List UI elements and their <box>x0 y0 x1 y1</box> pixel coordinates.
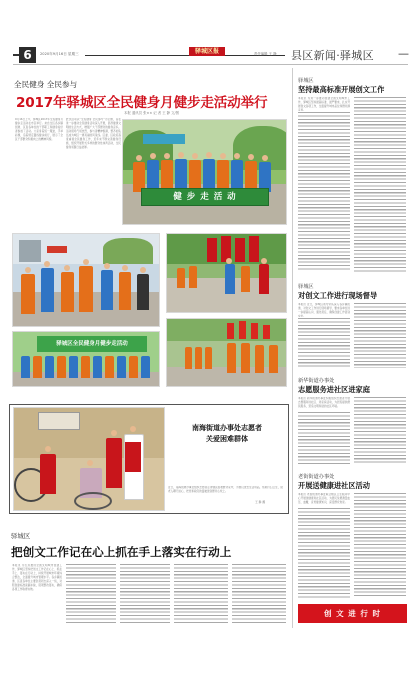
sidebar-divider <box>292 68 293 628</box>
bottom-column-4 <box>174 564 228 624</box>
sidebar-col-4a <box>298 508 350 598</box>
photo-stage-group <box>12 331 160 387</box>
sidebar-col-2a <box>298 318 350 368</box>
page-number-badge: 6 <box>19 47 36 63</box>
sidebar-col-1b <box>354 97 406 272</box>
sidebar-col-3b <box>354 397 406 464</box>
sidebar-col-3a <box>298 412 350 464</box>
masthead-date: 2020年9月16日 星期三 <box>40 52 79 56</box>
stage-banner: 驿城区全民健身月健步走活动 <box>37 336 147 352</box>
sidebar-title-1: 坚持最高标准开展创文工作 <box>298 85 385 94</box>
feature-title-line2: 关爱困难群体 <box>206 435 248 443</box>
creating-civilization-banner: 创 文 进 行 时 <box>298 604 407 623</box>
sidebar-kicker-2: 驿城区 <box>298 284 314 290</box>
lead-byline: 本报 通讯员 张×× 记 者 王 静 文/图 <box>124 111 180 115</box>
sidebar-body-2: 本报讯 近日，驿城区领导带队深入各乡镇街道，对创文工作进行现场督导，要求各单位进一步提高认识、强化责任，确保创建工作落到实处。 <box>298 303 350 317</box>
sidebar-kicker-1: 驿城区 <box>298 78 314 84</box>
sidebar-title-2: 对创文工作进行现场督导 <box>298 291 378 300</box>
sidebar-col-4b <box>354 493 406 598</box>
sidebar-body-3: 本报讯 新华街道办事处积极组织志愿者开展志愿服务进社区、进家庭活动，为居民提供便民服务，营造文明和谐的社区环境。 <box>298 397 350 408</box>
feature-signature: 王 静 摄 <box>255 500 266 504</box>
feature-caption: 近日，南海街道办事处组织志愿者走进辖区困难群众家中，为他们送去生活用品，帮助打扫卫生，陪老人聊天谈心，把党和政府的温暖送到群众心坎上。 <box>168 486 283 493</box>
sidebar-col-1a <box>298 112 350 272</box>
bottom-column-3 <box>120 564 170 624</box>
lead-kicker: 全民健身 全民参与 <box>14 80 78 89</box>
sidebar-title-4: 开展送健康进社区活动 <box>298 481 370 490</box>
masthead-bottom-rule <box>13 64 408 65</box>
sidebar-body-1: 本报讯 为进一步推动创建全国文明城市工作，驿城区坚持最高标准、最严要求，扎实开展创文各项工作，全面提升城市品位和群众满意度。 <box>298 97 350 111</box>
masthead-editor: 责任编辑 王 静 <box>254 52 277 56</box>
lead-body-text: 此次活动以“全民健身 全民参与”为主题，旨在进一步推动全民健身活动深入开展，倡导健康文明的生活方式，增强广大干部群众的健身意识。活动现场气氛热烈，参与者精神饱满，整齐的队伍成为城区一道亮丽的风景线。区委、区政府高度重视全民健身工作，近年来不断完善健身设施，组织开展形式多样的群众性体育活动，全民健身氛围日益浓厚。 <box>66 118 121 149</box>
lead-intro-text: 9月16日上午，驿城区2017年全民健身月健步走活动在市区举行。来自全区各乡镇街道、区直各单位的干部职工和健身爱好者参加了活动。大家身着统一服装，手举彩旗，沿着规定路线健步前行，展示了全区干部群众积极向上的精神风貌。 <box>15 118 63 141</box>
photo-marchers-flags <box>12 233 160 327</box>
sidebar-kicker-4: 老街街道办事处 <box>298 474 335 480</box>
bottom-column-2 <box>66 564 116 624</box>
photo-volunteers <box>13 407 165 511</box>
sidebar-body-4: 本报讯 老街街道办事处联合辖区卫生服务中心开展送健康进社区活动，为居民免费测量血压、血糖，宣传健康知识，深受群众欢迎。 <box>298 493 350 504</box>
sidebar-title-3: 志愿服务进社区进家庭 <box>298 385 370 394</box>
feature-title-line1: 南海街道办事处志愿者 <box>192 424 262 432</box>
section-title: 县区新闻·驿城区 <box>291 49 374 62</box>
event-banner: 健 步 走 活 动 <box>141 188 269 206</box>
bottom-body-text: 本报讯 为扎实推进全国文明城市创建工作，驿城区坚持把创文工作记在心上、抓在手上、落实在行动上，持续开展城市环境综合整治，全面提升城市管理水平。各乡镇街道、区直各单位主要负责同志深入一线，对照创建标准查漏补缺，逐项整改落实，确保各项工作取得实效。 <box>12 564 62 591</box>
bottom-headline: 把创文工作记在心上抓在手上落实在行动上 <box>11 545 232 559</box>
photo-red-banners <box>166 233 287 313</box>
bottom-column-5 <box>232 564 286 624</box>
sidebar-col-2b <box>354 303 406 368</box>
photo-group-banner <box>122 119 287 225</box>
bottom-kicker: 驿城区 <box>11 532 31 540</box>
paper-logo: 驿城区报 <box>189 47 225 56</box>
photo-flags-row <box>166 318 287 387</box>
section-dash: — <box>398 47 409 60</box>
sidebar-kicker-3: 新华街道办事处 <box>298 378 335 384</box>
lead-headline: 2017年驿城区全民健身月健步走活动举行 <box>16 95 268 111</box>
